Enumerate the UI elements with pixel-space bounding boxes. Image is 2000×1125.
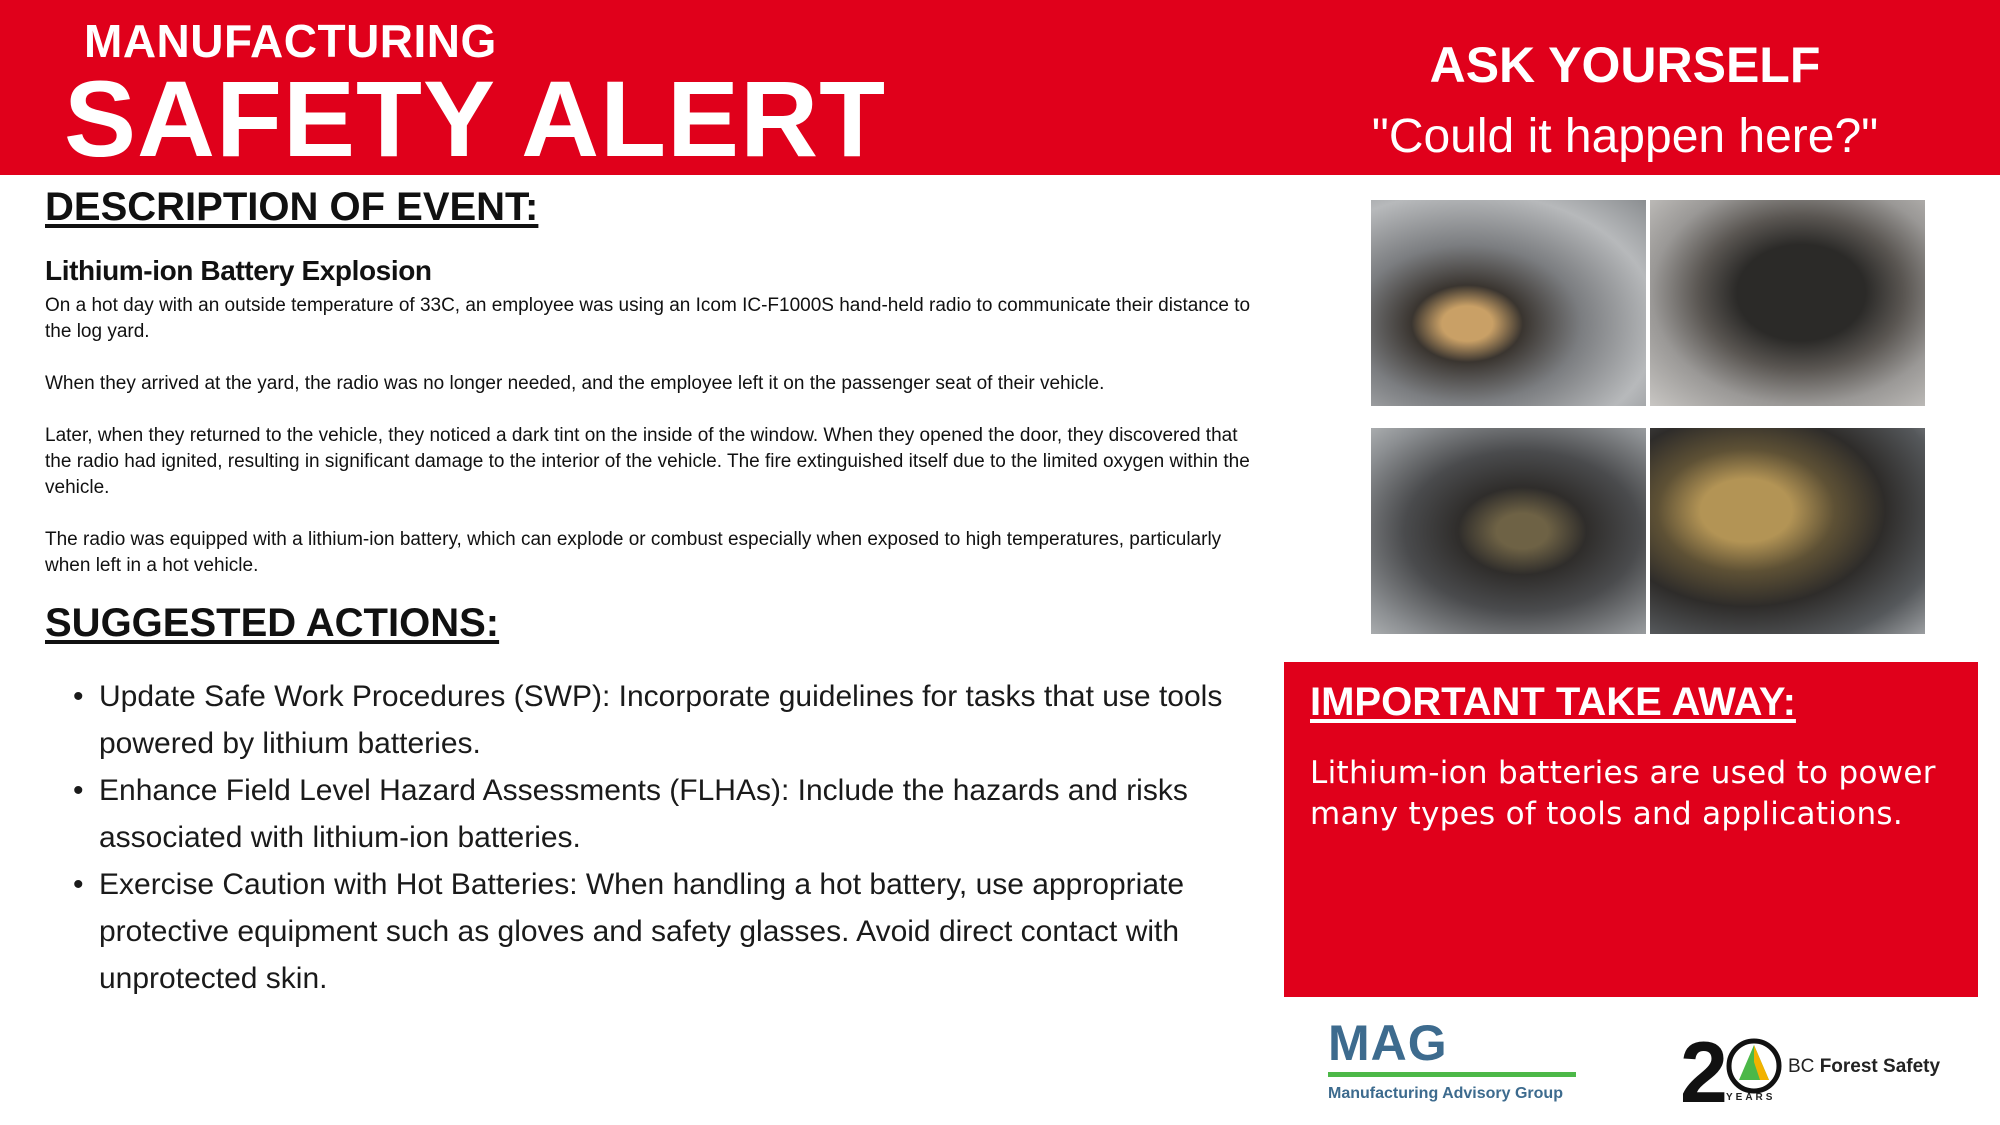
main-content <box>45 185 1260 1002</box>
suggested-actions-list <box>45 673 1260 1002</box>
bcfs-name <box>1788 1056 1940 1078</box>
header-subtitle: MANUFACTURING <box>84 15 497 67</box>
action-item-text: Enhance Field Level Hazard Assessments (FLHAs): Include the hazards and risks associated with lithium-ion batteries. <box>99 774 1188 854</box>
action-item-text: Update Safe Work Procedures (SWP): Incorporate guidelines for tasks that use tools powered by lithium batteries. <box>99 680 1223 760</box>
event-description <box>45 293 1260 579</box>
bcfs-years-label: YEARS <box>1726 1092 1776 1103</box>
burned-panel-photo <box>1650 428 1925 634</box>
action-item <box>73 861 1260 1002</box>
bcfs-prefix: BC <box>1788 1056 1815 1077</box>
burned-surface-photo <box>1650 200 1925 406</box>
action-item-text: Exercise Caution with Hot Batteries: When handling a hot battery, use appropriate protective equipment such as gloves and safety glasses. Avoid direct contact with unprotected skin. <box>99 868 1185 995</box>
action-item <box>73 673 1260 767</box>
event-title: Lithium-ion Battery Explosion <box>45 255 432 286</box>
svg-text:2: 2 <box>1680 1025 1728 1114</box>
header-banner <box>0 0 2000 179</box>
mag-logo-rule <box>1328 1072 1576 1077</box>
burned-seat-photo <box>1371 200 1646 406</box>
description-paragraph: The radio was equipped with a lithium-ion battery, which can explode or combust especially when exposed to high temperatures, particularly when left in a hot vehicle. <box>45 529 1222 576</box>
mag-logo-letters: MAG <box>1328 1015 1448 1071</box>
action-item <box>73 767 1260 861</box>
bullet-icon: • <box>73 774 84 807</box>
mag-logo-name: Manufacturing Advisory Group <box>1328 1085 1563 1102</box>
bcfs-name-bold: Forest Safety <box>1819 1056 1941 1077</box>
description-paragraph: Later, when they returned to the vehicle, they noticed a dark tint on the inside of the window. When they opened the door, they discovered that the radio had ignited, resulting in significant damage to the interior of the vehicle. The fire extinguished itself due to the limited oxygen within the vehicle. <box>45 425 1250 498</box>
suggested-actions-heading: SUGGESTED ACTIONS: <box>45 601 500 645</box>
ask-yourself-quote: "Could it happen here?" <box>1371 110 1879 163</box>
ask-yourself-title: ASK YOURSELF <box>1429 37 1821 93</box>
ask-yourself-block <box>1330 38 1920 164</box>
takeaway-text: Lithium-ion batteries are used to power many types of tools and applications. <box>1310 755 1936 832</box>
bullet-icon: • <box>73 680 84 713</box>
bc-forest-safety-logo <box>1680 1022 1980 1114</box>
burned-interior-photo <box>1371 428 1646 634</box>
header-title: SAFETY ALERT <box>64 58 887 179</box>
takeaway-heading: IMPORTANT TAKE AWAY: <box>1310 680 1796 724</box>
description-paragraph: When they arrived at the yard, the radio was no longer needed, and the employee left it on the passenger seat of their vehicle. <box>45 373 1105 394</box>
damage-photo-grid <box>1371 200 1925 636</box>
description-paragraph: On a hot day with an outside temperature of 33C, an employee was using an Icom IC-F1000S hand-held radio to communicate their distance to the log yard. <box>45 295 1251 342</box>
bullet-icon: • <box>73 868 84 901</box>
mag-logo <box>1328 1015 1576 1103</box>
description-heading: DESCRIPTION OF EVENT: <box>45 185 539 229</box>
important-takeaway-box <box>1284 662 1978 997</box>
